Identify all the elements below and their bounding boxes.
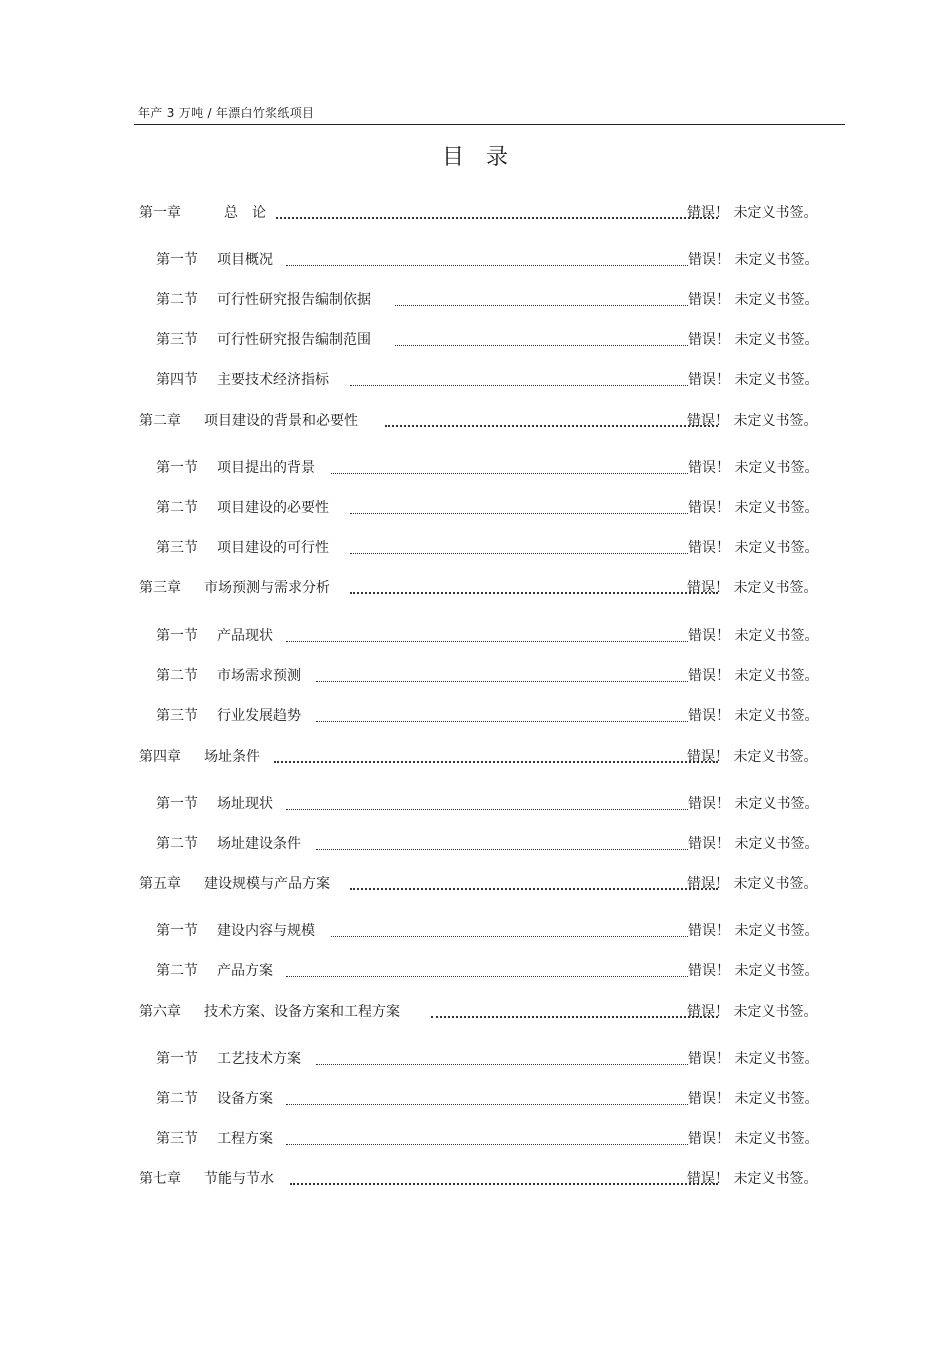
dot-leader bbox=[350, 888, 718, 890]
header-rule bbox=[134, 124, 845, 125]
section-title: 主要技术经济指标 bbox=[217, 372, 329, 388]
section-title: 建设内容与规模 bbox=[217, 923, 315, 939]
section-number: 第二节 bbox=[156, 836, 198, 852]
toc-entry-section[interactable] bbox=[0, 833, 950, 855]
section-title: 产品方案 bbox=[217, 963, 273, 979]
dot-leader bbox=[395, 305, 688, 306]
section-number: 第一节 bbox=[156, 460, 198, 476]
section-number: 第三节 bbox=[156, 1131, 198, 1147]
page-reference-error: 错误！ 未定义书签。 bbox=[688, 796, 819, 812]
chapter-title: 市场预测与需求分析 bbox=[204, 580, 330, 596]
toc-entry-chapter[interactable] bbox=[0, 746, 950, 768]
toc-entry-section[interactable] bbox=[0, 793, 950, 815]
section-number: 第二节 bbox=[156, 668, 198, 684]
section-number: 第三节 bbox=[156, 708, 198, 724]
toc-entry-section[interactable] bbox=[0, 497, 950, 519]
section-title: 行业发展趋势 bbox=[217, 708, 301, 724]
chapter-number: 第三章 bbox=[139, 580, 181, 596]
section-number: 第一节 bbox=[156, 796, 198, 812]
dot-leader bbox=[286, 1104, 688, 1105]
section-title: 产品现状 bbox=[217, 628, 273, 644]
page-reference-error: 错误！ 未定义书签。 bbox=[688, 668, 819, 684]
page-reference-error: 错误！ 未定义书签。 bbox=[688, 332, 819, 348]
section-title: 项目建设的可行性 bbox=[217, 540, 329, 556]
dot-leader bbox=[286, 976, 688, 977]
section-title: 市场需求预测 bbox=[217, 668, 301, 684]
toc-entry-chapter[interactable] bbox=[0, 202, 950, 224]
section-title: 可行性研究报告编制依据 bbox=[217, 292, 371, 308]
section-title: 项目提出的背景 bbox=[217, 460, 315, 476]
dot-leader bbox=[331, 473, 688, 474]
dot-leader bbox=[316, 849, 688, 850]
dot-leader bbox=[350, 513, 688, 514]
dot-leader bbox=[286, 809, 688, 810]
dot-leader bbox=[286, 1144, 688, 1145]
page-reference-error: 错误！ 未定义书签。 bbox=[688, 708, 819, 724]
chapter-title: 项目建设的背景和必要性 bbox=[204, 413, 358, 429]
page-reference-error: 错误！ 未定义书签。 bbox=[687, 580, 818, 596]
dot-leader bbox=[395, 345, 688, 346]
chapter-number: 第四章 bbox=[139, 749, 181, 765]
page-reference-error: 错误！ 未定义书签。 bbox=[688, 1051, 819, 1067]
section-number: 第三节 bbox=[156, 540, 198, 556]
chapter-title: 技术方案、设备方案和工程方案 bbox=[204, 1004, 400, 1020]
section-title: 设备方案 bbox=[217, 1091, 273, 1107]
toc-entry-section[interactable] bbox=[0, 1128, 950, 1150]
dot-leader bbox=[286, 265, 688, 266]
dot-leader bbox=[431, 1016, 718, 1018]
running-header: 年产 3 万吨 / 年漂白竹浆纸项目 bbox=[138, 106, 315, 120]
section-title: 项目建设的必要性 bbox=[217, 500, 329, 516]
page-reference-error: 错误！ 未定义书签。 bbox=[687, 749, 818, 765]
page-reference-error: 错误！ 未定义书签。 bbox=[687, 413, 818, 429]
page-reference-error: 错误！ 未定义书签。 bbox=[688, 372, 819, 388]
page-reference-error: 错误！ 未定义书签。 bbox=[688, 963, 819, 979]
section-number: 第四节 bbox=[156, 372, 198, 388]
toc-entry-section[interactable] bbox=[0, 369, 950, 391]
section-number: 第二节 bbox=[156, 292, 198, 308]
section-number: 第一节 bbox=[156, 628, 198, 644]
section-number: 第三节 bbox=[156, 332, 198, 348]
chapter-number: 第五章 bbox=[139, 876, 181, 892]
dot-leader bbox=[331, 936, 688, 937]
dot-leader bbox=[274, 761, 718, 763]
dot-leader bbox=[276, 217, 718, 219]
page-reference-error: 错误！ 未定义书签。 bbox=[687, 1171, 818, 1187]
section-title: 工艺技术方案 bbox=[217, 1051, 301, 1067]
section-number: 第二节 bbox=[156, 500, 198, 516]
page-reference-error: 错误！ 未定义书签。 bbox=[688, 540, 819, 556]
chapter-title: 建设规模与产品方案 bbox=[204, 876, 330, 892]
toc-entry-chapter[interactable] bbox=[0, 577, 950, 599]
toc-entry-section[interactable] bbox=[0, 289, 950, 311]
toc-entry-section[interactable] bbox=[0, 249, 950, 271]
toc-entry-section[interactable] bbox=[0, 960, 950, 982]
chapter-number: 第六章 bbox=[139, 1004, 181, 1020]
toc-entry-section[interactable] bbox=[0, 537, 950, 559]
toc-entry-section[interactable] bbox=[0, 625, 950, 647]
toc-entry-section[interactable] bbox=[0, 705, 950, 727]
chapter-number: 第二章 bbox=[139, 413, 181, 429]
section-number: 第二节 bbox=[156, 1091, 198, 1107]
dot-leader bbox=[350, 592, 718, 594]
dot-leader bbox=[316, 681, 688, 682]
toc-entry-section[interactable] bbox=[0, 920, 950, 942]
toc-entry-section[interactable] bbox=[0, 329, 950, 351]
dot-leader bbox=[286, 641, 688, 642]
page-reference-error: 错误！ 未定义书签。 bbox=[688, 1131, 819, 1147]
toc-entry-chapter[interactable] bbox=[0, 410, 950, 432]
page-reference-error: 错误！ 未定义书签。 bbox=[688, 500, 819, 516]
page-reference-error: 错误！ 未定义书签。 bbox=[687, 1004, 818, 1020]
dot-leader bbox=[385, 425, 718, 427]
page-reference-error: 错误！ 未定义书签。 bbox=[688, 460, 819, 476]
dot-leader bbox=[350, 553, 688, 554]
page-reference-error: 错误！ 未定义书签。 bbox=[688, 292, 819, 308]
page-reference-error: 错误！ 未定义书签。 bbox=[687, 876, 818, 892]
section-number: 第一节 bbox=[156, 252, 198, 268]
toc-entry-section[interactable] bbox=[0, 1088, 950, 1110]
chapter-number: 第一章 bbox=[139, 205, 181, 221]
toc-entry-section[interactable] bbox=[0, 1048, 950, 1070]
section-title: 场址建设条件 bbox=[217, 836, 301, 852]
dot-leader bbox=[290, 1183, 718, 1185]
section-title: 工程方案 bbox=[217, 1131, 273, 1147]
section-title: 场址现状 bbox=[217, 796, 273, 812]
page-reference-error: 错误！ 未定义书签。 bbox=[688, 628, 819, 644]
toc-title: 目录 bbox=[441, 145, 530, 170]
toc-entry-chapter[interactable] bbox=[0, 1001, 950, 1023]
toc-entry-section[interactable] bbox=[0, 457, 950, 479]
section-title: 项目概况 bbox=[217, 252, 273, 268]
page-reference-error: 错误！ 未定义书签。 bbox=[688, 252, 819, 268]
chapter-title: 场址条件 bbox=[204, 749, 260, 765]
section-number: 第一节 bbox=[156, 923, 198, 939]
section-title: 可行性研究报告编制范围 bbox=[217, 332, 371, 348]
page-reference-error: 错误！ 未定义书签。 bbox=[688, 836, 819, 852]
chapter-title: 节能与节水 bbox=[204, 1171, 274, 1187]
chapter-number: 第七章 bbox=[139, 1171, 181, 1187]
dot-leader bbox=[350, 385, 688, 386]
chapter-title: 总 论 bbox=[224, 205, 266, 221]
page-reference-error: 错误！ 未定义书签。 bbox=[688, 1091, 819, 1107]
section-number: 第二节 bbox=[156, 963, 198, 979]
dot-leader bbox=[316, 721, 688, 722]
toc-entry-chapter[interactable] bbox=[0, 1168, 950, 1190]
section-number: 第一节 bbox=[156, 1051, 198, 1067]
page-reference-error: 错误！ 未定义书签。 bbox=[688, 923, 819, 939]
toc-entry-section[interactable] bbox=[0, 665, 950, 687]
dot-leader bbox=[316, 1064, 688, 1065]
toc-entry-chapter[interactable] bbox=[0, 873, 950, 895]
page-reference-error: 错误！ 未定义书签。 bbox=[687, 205, 818, 221]
